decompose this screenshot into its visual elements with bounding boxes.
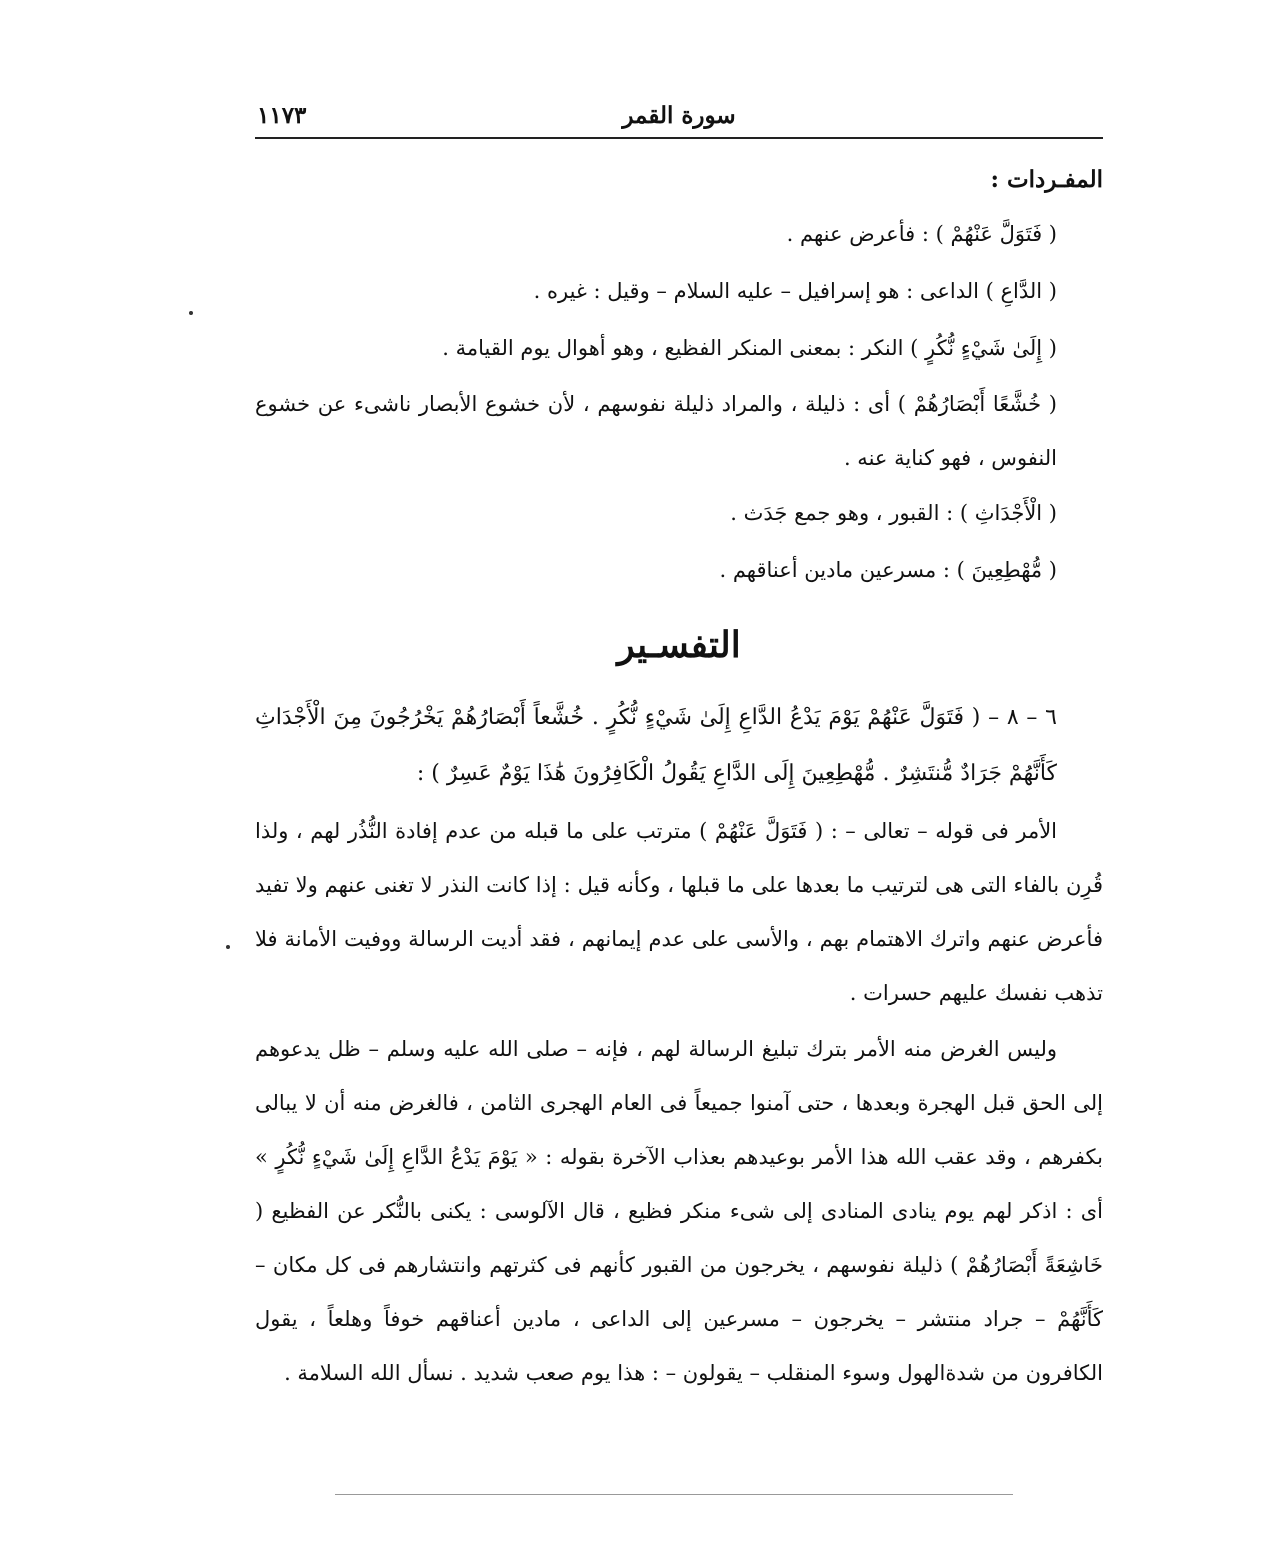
vocabulary-item: ( الدَّاعِ ) الداعى : هو إسرافيل – عليه السلام – وقيل : غيره . — [533, 279, 1057, 303]
vocabulary-item: ( مُّهْطِعِينَ ) : مسرعين مادين أعناقهم . — [719, 558, 1057, 582]
vocabulary-item: ( الْأَجْدَاثِ ) : القبور ، وهو جمع جَدَث . — [730, 501, 1057, 525]
scan-speck — [226, 945, 230, 949]
header-rule — [255, 137, 1103, 139]
vocabulary-item: ( إِلَىٰ شَيْءٍ نُّكُرٍ ) النكر : بمعنى المنكر الفظيع ، وهو أهوال يوم القيامة . — [442, 336, 1057, 360]
tafsir-heading: التفسـير — [617, 624, 741, 666]
page-header — [255, 100, 1103, 134]
document-page — [255, 0, 1103, 1562]
quran-verse-block: ٦ – ٨ – ( فَتَوَلَّ عَنْهُمْ يَوْمَ يَدْعُ الدَّاعِ إِلَىٰ شَيْءٍ نُّكُرٍ . خُشَّعاً أَبْصَارُهُمْ يَخْرُجُونَ مِنَ الْأَجْدَاثِ كَأَنَّهُمْ جَرَادٌ مُّنتَشِرٌ . مُّهْطِعِينَ إِلَى الدَّاعِ يَقُولُ الْكَافِرُونَ هَٰذَا يَوْمٌ عَسِرٌ ) : — [255, 705, 1057, 786]
vocabulary-item: ( فَتَوَلَّ عَنْهُمْ ) : فأعرض عنهم . — [786, 222, 1057, 246]
tafsir-paragraph: الأمر فى قوله – تعالى – : ( فَتَوَلَّ عَنْهُمْ ) مترتب على ما قبله من عدم إفادة النُّذُر لهم ، ولذا قُرِن بالفاء التى هى لترتيب ما بعدها على ما قبلها ، وكأنه قيل : إذا كانت النذر لا تغنى عنهم ولا تفيد فأعرض عنهم واترك الاهتمام بهم ، والأسى على عدم إيمانهم ، فقد أديت الرسالة ووفيت الأمانة فلا تذهب نفسك عليهم حسرات . — [255, 819, 1103, 1005]
vocabulary-item: ( خُشَّعًا أَبْصَارُهُمْ ) أى : ذليلة ، والمراد ذليلة نفوسهم ، لأن خشوع الأبصار ناشىء عن خشوع النفوس ، فهو كناية عنه . — [255, 392, 1057, 470]
vocabulary-heading: المفـردات : — [990, 166, 1103, 193]
page-number: ١١٧٣ — [257, 102, 307, 129]
vocabulary-list — [255, 206, 1103, 599]
scan-speck — [189, 311, 193, 315]
running-title: سورة القمر — [622, 102, 736, 129]
tafsir-paragraph: وليس الغرض منه الأمر بترك تبليغ الرسالة لهم ، فإنه – صلى الله عليه وسلم – ظل يدعوهم إلى الحق قبل الهجرة وبعدها ، حتى آمنوا جميعاً فى العام الهجرى الثامن ، فالغرض منه أن لا يبالى بكفرهم ، وقد عقب الله هذا الأمر بوعيدهم بعذاب الآخرة بقوله : « يَوْمَ يَدْعُ الدَّاعِ إِلَىٰ شَيْءٍ نُّكُرٍ » أى : اذكر لهم يوم ينادى المنادى إلى شىء منكر فظيع ، قال الآلوسى : يكنى بالنُّكر عن الفظيع ( خَاشِعَةً أَبْصَارُهُمْ ) ذليلة نفوسهم ، يخرجون من القبور كأنهم فى كثرتهم وانتشارهم فى كل مكان – كَأَنَّهُمْ – جراد منتشر – يخرجون – مسرعين إلى الداعى ، مادين أعناقهم خوفاً وهلعاً ، يقول الكافرون من شدةالهول وسوء المنقلب – يقولون – : هذا يوم صعب شديد . نسأل الله السلامة . — [255, 1037, 1103, 1385]
bottom-rule — [335, 1494, 1013, 1495]
